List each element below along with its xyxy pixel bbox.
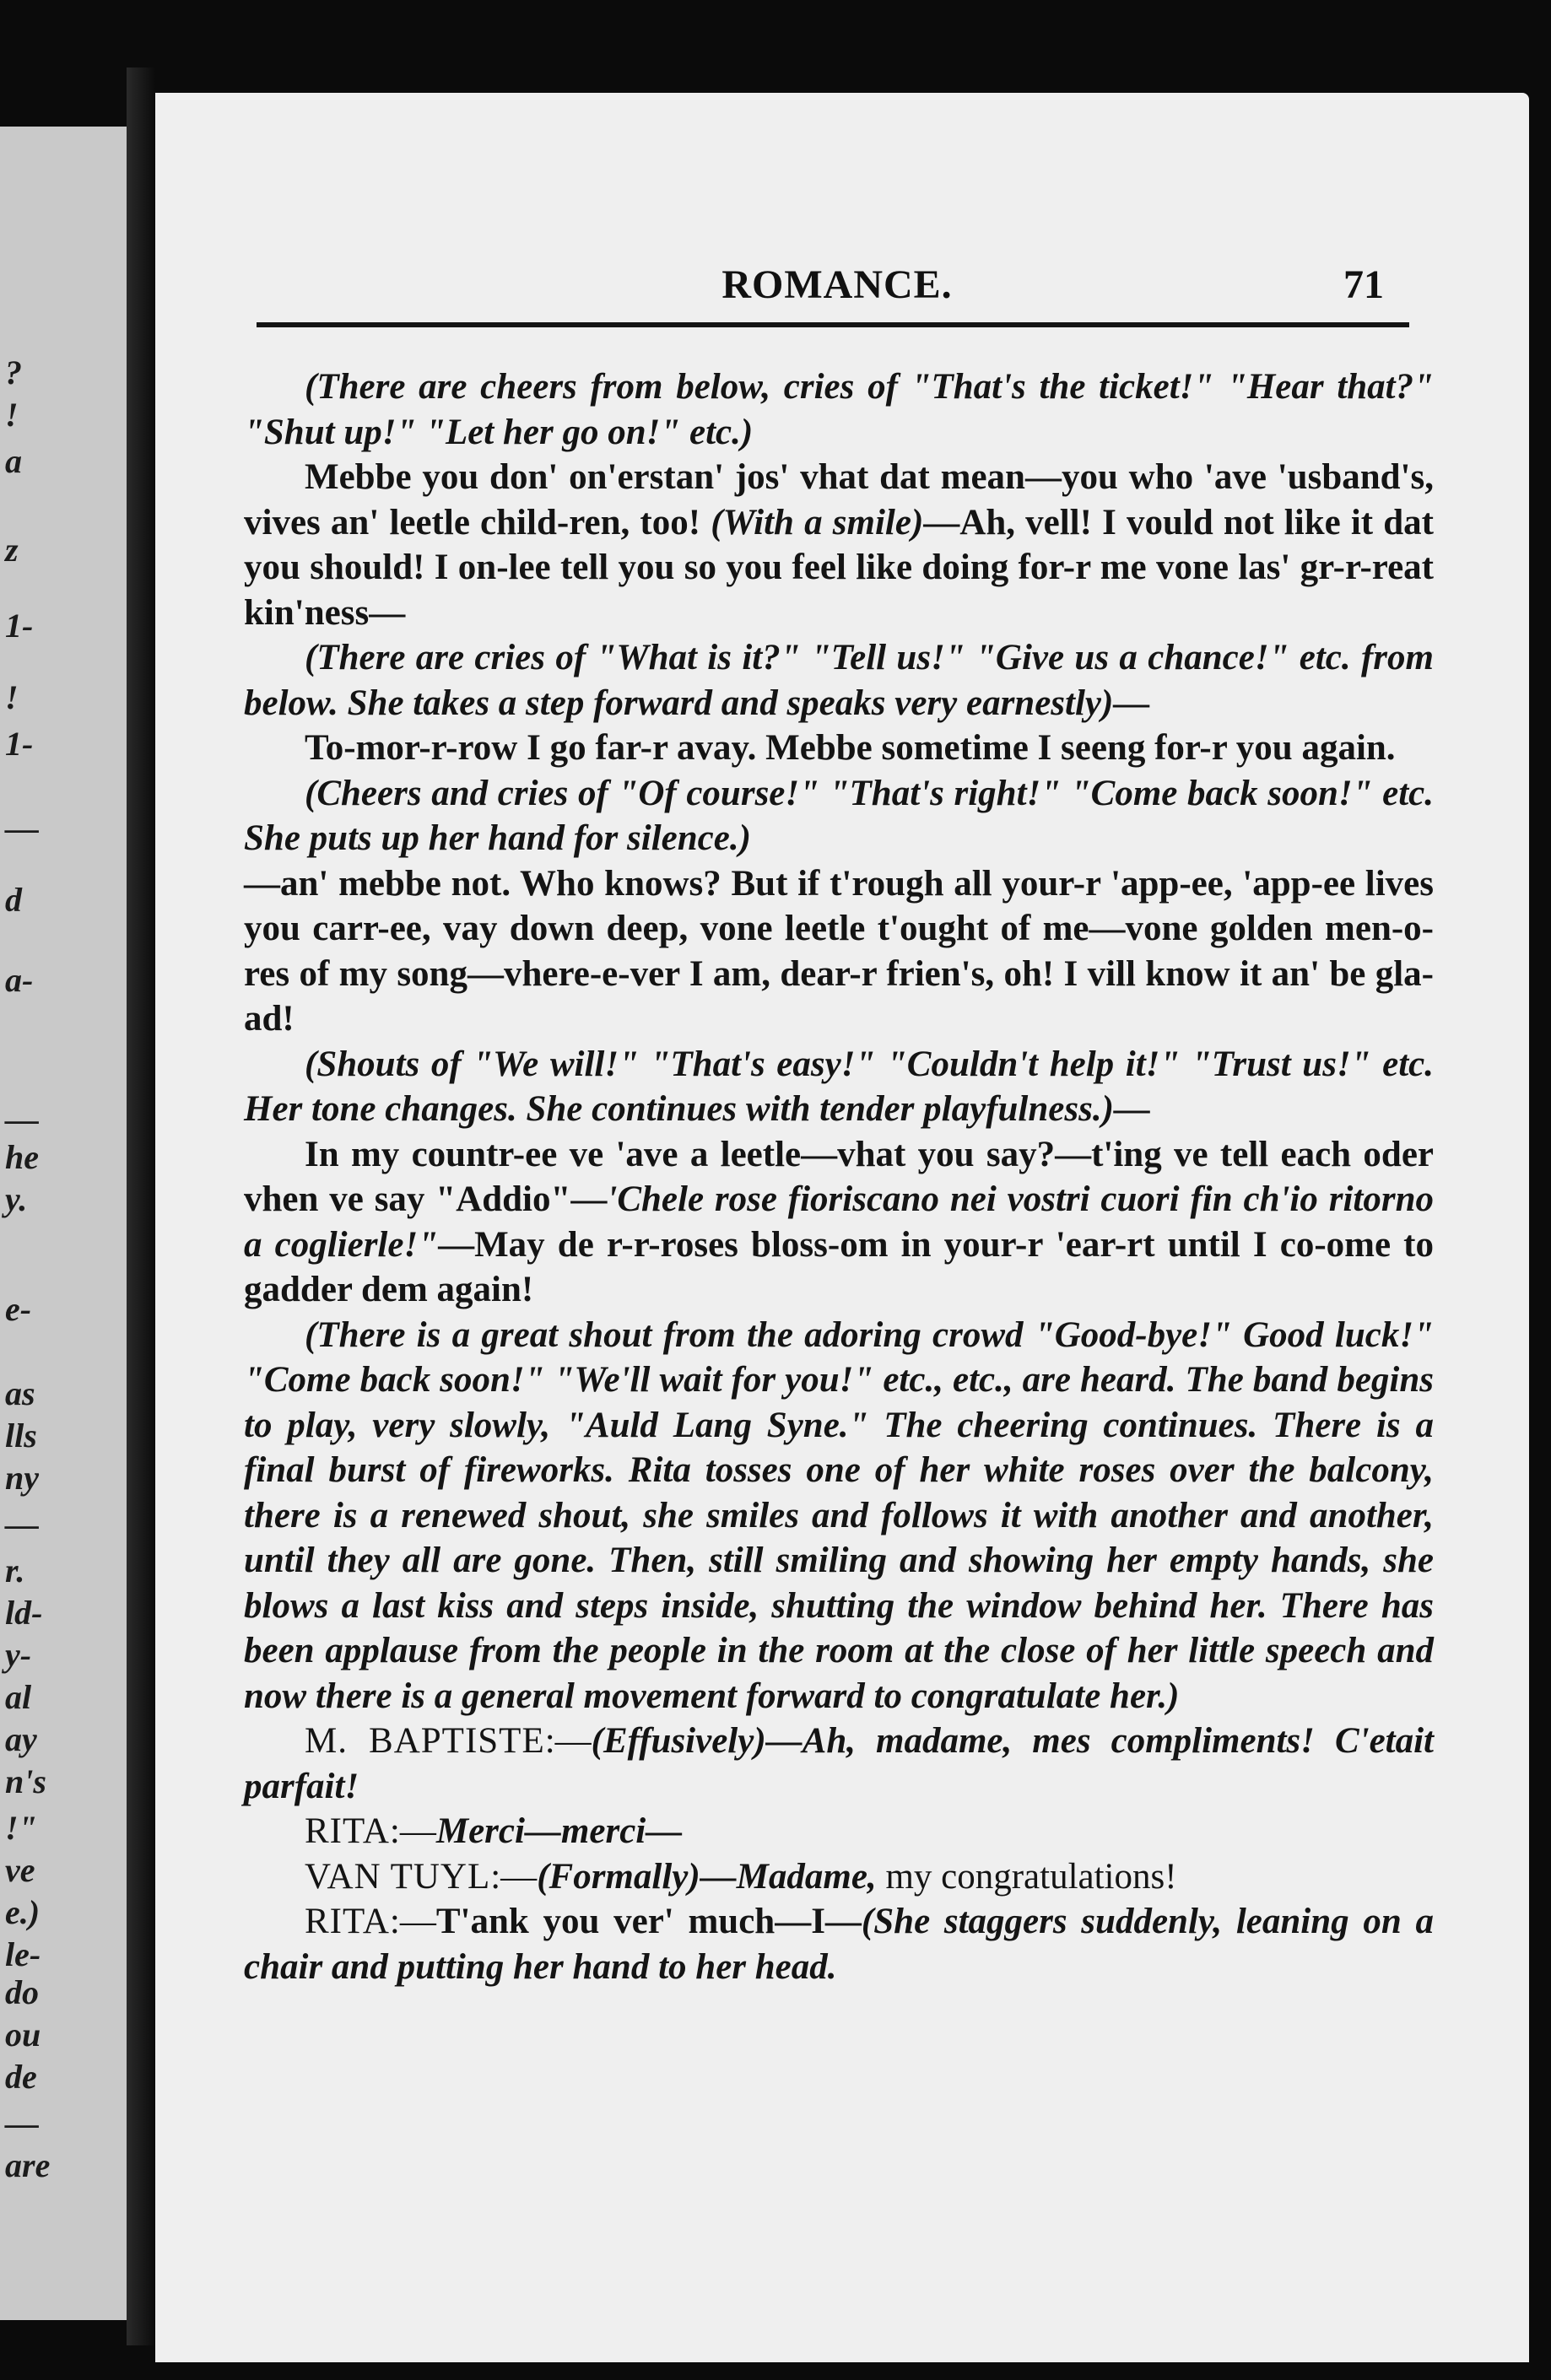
dialogue-italic: (Formally)—Madame,: [537, 1856, 877, 1897]
speaker-separator: :—: [389, 1811, 436, 1851]
stage-direction: (Cheers and cries of "Of course!" "That's right!" "Come back soon!" etc. She puts up her hand for silence.): [244, 773, 1434, 858]
facing-page-fragment: —: [5, 809, 39, 847]
stage-direction: (There is a great shout from the adoring crowd "Good-bye!" Good luck!" "Come back soon!" "We'll wait for you!" etc., etc., are heard. The band begins to play, very slowly, "Auld Lang Syne." The cheering continues. There is a final burst of fireworks. Rita tosses one of her white roses over the balcony, there is a renewed shout, she smiles and follows it with another and another, until they all are gone. Then, still smiling and showing her empty hands, she blows a last kiss and steps inside, shutting the window behind her. There has been applause from the people in the room at the close of her little speech and now there is a general movement forward to congratulate her.): [244, 1314, 1434, 1716]
speaker-name: M. BAPTISTE: [305, 1721, 545, 1761]
facing-page-fragment: —: [5, 1100, 39, 1138]
speaker-name: VAN TUYL: [305, 1856, 491, 1897]
facing-page-fragment: r.: [5, 1552, 25, 1589]
facing-page-fragment: as: [5, 1374, 35, 1412]
dialogue-text: T'ank you ver' much—I—: [435, 1902, 862, 1941]
facing-page-fragment: !: [5, 678, 19, 716]
speaker-name: RITA: [305, 1902, 390, 1941]
facing-page-fragment: ay: [5, 1720, 37, 1758]
facing-page-fragment: lls: [5, 1417, 37, 1454]
dialogue-line: [244, 1719, 1434, 1809]
book-page: [155, 93, 1529, 2362]
speech-text: —May de r-r-roses bloss-om in your-r 'ear-rt until I co-ome to gadder dem again!: [244, 1224, 1435, 1309]
facing-page-fragment: z: [5, 531, 19, 569]
facing-page-fragment: 1-: [5, 607, 34, 645]
facing-page-fragment: a: [5, 442, 22, 480]
page-body: [244, 364, 1434, 1989]
stage-direction: (There are cries of "What is it?" "Tell us!" "Give us a chance!" etc. from below. She takes a step forward and speaks very earnestly)—: [244, 638, 1434, 723]
facing-page-fragment: —: [5, 1505, 39, 1543]
italian-phrase: 'Chele rose fioriscano nei vostri cuori fin ch'io ritorno a coglierle!": [244, 1179, 1434, 1265]
facing-page-fragment: ?: [5, 353, 22, 391]
header-rule: [257, 322, 1409, 327]
page-header: [257, 262, 1418, 329]
dialogue-italic: Merci—merci—: [435, 1811, 683, 1851]
facing-page-fragment: e.): [5, 1893, 41, 1931]
facing-page-fragment: de: [5, 2058, 37, 2096]
speech-paragraph: [244, 455, 1434, 635]
speech-paragraph: [244, 1132, 1434, 1313]
inline-direction: (With a smile): [711, 502, 924, 542]
stage-direction: (Shouts of "We will!" "That's easy!" "Couldn't help it!" "Trust us!" etc. Her tone changes. She continues with tender playfulness.)—: [244, 1044, 1434, 1129]
facing-page-text-fragments: [0, 253, 81, 2194]
facing-page-fragment: e-: [5, 1290, 32, 1328]
facing-page-fragment: n's: [5, 1762, 46, 1800]
facing-page-fragment: ou: [5, 2016, 41, 2053]
dialogue-line: [244, 1809, 1434, 1854]
speaker-separator: :—: [389, 1902, 436, 1941]
facing-page-fragment: are: [5, 2146, 51, 2184]
running-title: ROMANCE.: [721, 262, 953, 307]
facing-page-fragment: a-: [5, 961, 34, 999]
stage-direction: (There are cheers from below, cries of "That's the ticket!" "Hear that?" "Shut up!" "Let her go on!" etc.): [244, 367, 1434, 452]
facing-page-fragment: ny: [5, 1459, 39, 1497]
dialogue-line: [244, 1854, 1434, 1900]
speech-text: Mebbe you don' on'erstan' jos' vhat dat mean—you who 'ave 'usband's, vives an' leetle child-ren, too!: [244, 457, 1434, 542]
facing-page-fragment: al: [5, 1678, 32, 1716]
dialogue-italic: (Effusively)—Ah, madame, mes compliments! C'etait parfait!: [244, 1721, 1434, 1806]
speaker-separator: :—: [490, 1856, 538, 1897]
facing-page-fragment: do: [5, 1973, 39, 2011]
facing-page-fragment: —: [5, 2104, 39, 2142]
facing-page-fragment: !: [5, 396, 19, 434]
dialogue-line: [244, 1899, 1434, 1989]
facing-page-fragment: y-: [5, 1636, 32, 1674]
book-gutter: [127, 67, 155, 2345]
page-number: 71: [1343, 262, 1384, 307]
speaker-name: RITA: [305, 1811, 390, 1851]
facing-page-fragment: 1-: [5, 725, 34, 763]
facing-page-fragment: !": [5, 1809, 37, 1847]
speech-paragraph: To-mor-r-row I go far-r avay. Mebbe sometime I seeng for-r you again.: [305, 728, 1396, 768]
facing-page-fragment: he: [5, 1138, 39, 1176]
facing-page-fragment: d: [5, 881, 22, 919]
speech-continuation: —an' mebbe not. Who knows? But if t'rough all your-r 'app-ee, 'app-ee lives you carr-ee, vay down deep, vone leetle t'ought of me—vone golden men-o-res of my song—vhere-e-ver I am, dear-r frien's, oh! I vill know it an' be gla-ad!: [244, 863, 1434, 1039]
speech-text: —Ah, vell! I vould not like it dat you should! I on-lee tell you so you feel like doing for-r me vone las' gr-r-reat kin'ness—: [244, 502, 1435, 633]
facing-page-fragment: y.: [5, 1180, 28, 1218]
dialogue-text: my congratulations!: [876, 1856, 1177, 1897]
facing-page-fragment: ld-: [5, 1594, 43, 1632]
facing-page-fragment: ve: [5, 1851, 35, 1889]
speaker-separator: :—: [544, 1721, 592, 1761]
speech-text: In my countr-ee ve 'ave a leetle—vhat you say?—t'ing ve tell each oder vhen ve say "Addio"—: [244, 1134, 1434, 1219]
dialogue-italic: (She staggers suddenly, leaning on a chair and putting her hand to her head.: [244, 1902, 1434, 1987]
facing-page-fragment: le-: [5, 1935, 41, 1973]
